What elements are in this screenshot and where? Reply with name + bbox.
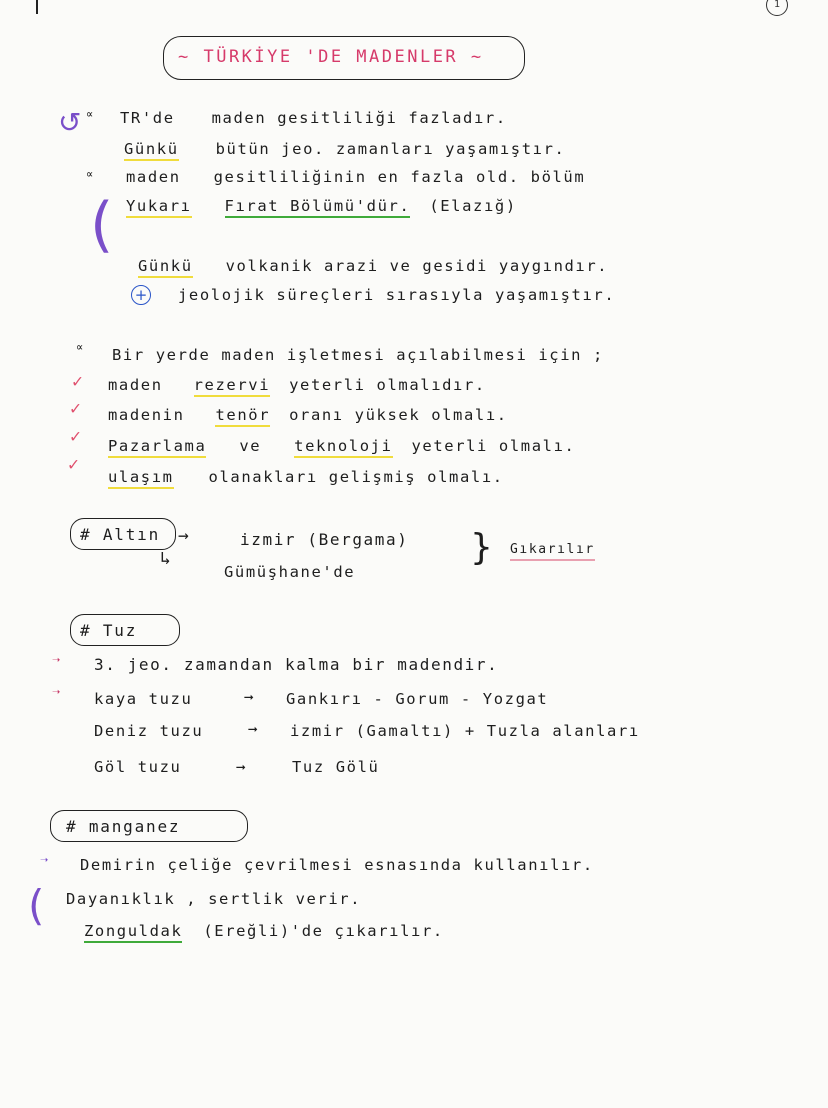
manganez-line3 <box>84 922 444 940</box>
arrow-right-icon: → <box>178 525 189 546</box>
arrow-right-icon: ➞ <box>236 758 246 777</box>
manganez-line2: Dayanıklık , sertlik verir. <box>66 890 362 908</box>
s2-item-3-a: Pazarlama <box>108 437 206 458</box>
arrow-down-right-icon: ↳ <box>160 548 171 569</box>
alpha-bullet-icon: ∝ <box>86 167 95 181</box>
manganez-line3-a: Zonguldak <box>84 922 182 943</box>
tuz-row3-a: Göl tuzu <box>94 758 182 776</box>
s2-item-4 <box>108 468 504 486</box>
checkmark-icon: ✓ <box>70 426 81 447</box>
alpha-bullet-icon: ∝ <box>76 340 85 354</box>
arrow-right-icon: ➝ <box>52 685 61 701</box>
s1-line6-b: jeolojik süreçleri sırasıyla yaşamıştır. <box>178 286 616 304</box>
s2-item-3-b: ve <box>239 437 262 455</box>
alpha-bullet-icon: ∝ <box>86 107 95 121</box>
checkmark-icon: ✓ <box>68 454 79 475</box>
altin-line1: izmir (Bergama) <box>240 530 409 549</box>
brace-icon: } <box>470 527 493 568</box>
s2-item-1-c: yeterli olmalıdır. <box>289 376 486 394</box>
s1-line2 <box>124 140 565 158</box>
s1-line3-a: maden <box>126 168 181 186</box>
tuz-row3-b: Tuz Gölü <box>292 758 380 776</box>
s2-item-3 <box>108 437 575 455</box>
s1-line5-a: Günkü <box>138 257 193 278</box>
manganez-label: # manganez <box>66 817 181 836</box>
checkmark-icon: ✓ <box>72 371 83 392</box>
altin-label: # Altın <box>80 525 161 544</box>
s1-line4 <box>126 197 517 215</box>
s2-item-2-c: oranı yüksek olmalı. <box>289 406 508 424</box>
tuz-row1-a: kaya tuzu <box>94 690 193 708</box>
s2-item-2-b: tenör <box>215 406 270 427</box>
s1-line2-b: bütün jeo. zamanları yaşamıştır. <box>215 140 566 158</box>
altin-result: Gıkarılır <box>510 542 595 561</box>
brace-icon: ( <box>90 190 114 260</box>
s2-item-4-a: ulaşım <box>108 468 174 489</box>
s2-item-3-d: yeterli olmalı. <box>411 437 576 455</box>
plus-circle-icon: + <box>131 285 151 305</box>
s2-item-2-a: madenin <box>108 406 185 424</box>
s1-line4-b: Fırat Bölümü'dür. <box>225 197 411 218</box>
arrow-right-icon: ➞ <box>248 720 258 739</box>
tuz-row2-b: izmir (Gamaltı) + Tuzla alanları <box>290 722 640 740</box>
tuz-label: # Tuz <box>80 621 138 640</box>
arrow-right-icon: ➞ <box>244 688 254 707</box>
s2-item-2 <box>108 406 508 424</box>
s2-intro: Bir yerde maden işletmesi açılabilmesi için ; <box>112 346 604 364</box>
page-title: ~ TÜRKİYE 'DE MADENLER ~ <box>178 47 484 67</box>
tuz-row2-a: Deniz tuzu <box>94 722 204 740</box>
arrow-right-icon: ➝ <box>52 653 61 669</box>
s2-item-1-b: rezervi <box>194 376 271 397</box>
checkmark-icon: ✓ <box>70 398 81 419</box>
s1-line2-a: Günkü <box>124 140 179 161</box>
s1-line3-b: gesitliliğinin en fazla old. bölüm <box>213 168 586 186</box>
brace-icon: ( <box>28 881 45 930</box>
altin-line2: Gümüşhane'de <box>224 563 356 581</box>
s1-line4-a: Yukarı <box>126 197 192 218</box>
s2-item-3-c: teknoloji <box>294 437 392 458</box>
curl-arrow-icon: ↺ <box>58 106 82 139</box>
s1-line1 <box>120 109 507 127</box>
manganez-line1: Demirin çeliğe çevrilmesi esnasında kullanılır. <box>80 856 594 874</box>
s1-line5 <box>138 257 608 275</box>
s1-line4-c: (Elazığ) <box>429 197 517 215</box>
tuz-row1-b: Gankırı - Gorum - Yozgat <box>286 690 549 708</box>
s1-line1-b: maden gesitliliği fazladır. <box>211 109 507 127</box>
s1-line1-a: TR'de <box>120 109 175 127</box>
s2-item-4-b: olanakları gelişmiş olmalı. <box>208 468 504 486</box>
s1-line5-b: volkanik arazi ve gesidi yaygındır. <box>225 257 609 275</box>
manganez-line3-b: (Ereğli)'de çıkarılır. <box>203 922 444 940</box>
arrow-right-icon: ➝ <box>40 853 49 869</box>
tuz-line1: 3. jeo. zamandan kalma bir madendir. <box>94 655 499 674</box>
s2-item-1-a: maden <box>108 376 163 394</box>
s1-line3 <box>126 168 585 186</box>
page-edge-mark <box>36 0 38 14</box>
page-number-icon: 1 <box>766 0 788 16</box>
s2-item-1 <box>108 376 486 394</box>
